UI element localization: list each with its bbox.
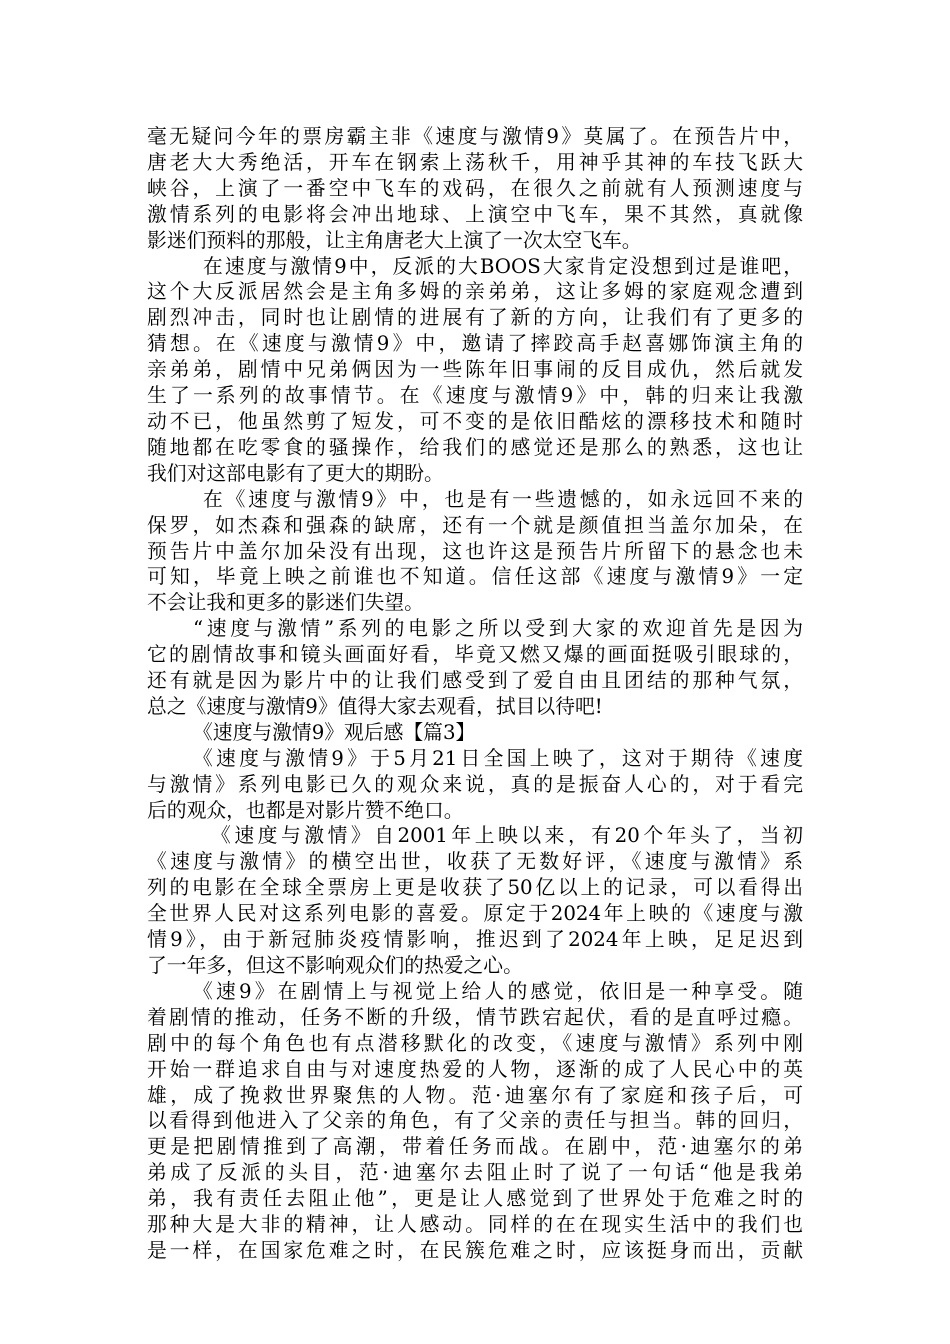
text-line: 生了一系列的故事情节。在《速度与激情9》中，韩的归来让我激	[147, 384, 803, 408]
text-line: 保罗，如杰森和强森的缺席，还有一个就是颜值担当盖尔加朵，在	[147, 513, 803, 537]
text-line: 《速度与激情9》于5月21日全国上映了，这对于期待《速度	[193, 746, 803, 770]
paragraph-villain	[147, 254, 803, 487]
text-line: “速度与激情”系列的电影之所以受到大家的欢迎首先是因为	[193, 617, 803, 641]
text-line: 后的观众，也都是对影片赞不绝口。	[147, 798, 464, 822]
text-line: 这个大反派居然会是主角多姆的亲弟弟，这让多姆的家庭观念遭到	[147, 280, 803, 304]
text-line: 峡谷，上演了一番空中飞车的戏码，在很久之前就有人预测速度与	[147, 176, 803, 200]
text-line: 了一年多，但这不影响观众们的热爱之心。	[147, 954, 523, 977]
text-line: 在《速度与激情9》中，也是有一些遗憾的，如永远回不来的	[203, 487, 803, 511]
text-line: 剧中的每个角色也有点潜移默化的改变，《速度与激情》系列中刚	[147, 1031, 803, 1055]
text-line: 剧烈冲击，同时也让剧情的进展有了新的方向，让我们有了更多的	[147, 306, 803, 330]
text-line: 总之《速度与激情9》值得大家去观看，拭目以待吧!	[147, 694, 603, 718]
text-line: 在速度与激情9中，反派的大BOOS大家肯定没想到过是谁吧，	[203, 254, 803, 278]
text-line: 更是把剧情推到了高潮，带着任务而战。在剧中，范·迪塞尔的弟	[147, 1135, 803, 1159]
text-line: 亲弟弟，剧情中兄弟俩因为一些陈年旧事闹的反目成仇，然后就发	[147, 358, 803, 382]
text-line: 可知，毕竟上映之前谁也不知道。信任这部《速度与激情9》一定	[147, 565, 803, 589]
text-line: 随地都在吃零食的骚操作，给我们的感觉还是那么的熟悉，这也让	[147, 435, 803, 459]
text-line: 情9》，由于新冠肺炎疫情影响，推迟到了2024年上映，足足迟到	[147, 928, 803, 952]
text-line: 着剧情的推动，任务不断的升级，情节跌宕起伏，看的是直呼过瘾。	[147, 1005, 803, 1029]
text-line: 那种大是大非的精神，让人感动。同样的在在现实生活中的我们也	[147, 1213, 803, 1237]
text-line: 列的电影在全球全票房上更是收获了50亿以上的记录，可以看得出	[147, 876, 803, 900]
text-line: 《速度与激情》自2001年上映以来，有20个年头了，当初	[211, 824, 803, 848]
paragraph-popularity	[147, 616, 803, 720]
paragraph-regrets	[147, 487, 803, 617]
text-line: 弟，我有责任去阻止他”，更是让人感觉到了世界处于危难之时的	[147, 1187, 803, 1211]
text-line: 唐老大大秀绝活，开车在钢索上荡秋千，用神乎其神的车技飞跃大	[147, 150, 803, 174]
paragraph-review	[147, 979, 803, 1264]
text-line: 还有就是因为影片中的让我们感受到了爱自由且团结的那种气氛，	[147, 669, 803, 693]
paragraph-intro	[147, 124, 803, 254]
paragraph-history	[147, 823, 803, 978]
text-line: 《速度与激情》的横空出世，收获了无数好评，《速度与激情》系	[147, 850, 803, 874]
text-line: 《速9》在剧情上与视觉上给人的感觉，依旧是一种享受。随	[193, 979, 803, 1003]
text-line: 激情系列的电影将会冲出地球、上演空中飞车，果不其然，真就像	[147, 202, 803, 226]
text-line: 以看得到他进入了父亲的角色，有了父亲的责任与担当。韩的回归，	[147, 1109, 803, 1133]
text-line: 毫无疑问今年的票房霸主非《速度与激情9》莫属了。在预告片中，	[147, 125, 803, 148]
text-line: 开始一群追求自由与对速度热爱的人物，逐渐的成了人民心中的英	[147, 1057, 803, 1081]
text-line: 与激情》系列电影已久的观众来说，真的是振奋人心的，对于看完	[147, 772, 803, 796]
text-line: 弟成了反派的头目，范·迪塞尔去阻止时了说了一句话“他是我弟	[147, 1161, 803, 1185]
section-heading	[147, 720, 803, 746]
text-line: 它的剧情故事和镜头画面好看，毕竟又燃又爆的画面挺吸引眼球的，	[147, 643, 803, 667]
document-body	[147, 124, 803, 1264]
text-line: 影迷们预料的那般，让主角唐老大上演了一次太空飞车。	[147, 228, 642, 252]
paragraph-release	[147, 746, 803, 824]
text-line: 预告片中盖尔加朵没有出现，这也许这是预告片所留下的悬念也未	[147, 539, 803, 563]
text-line: 是一样，在国家危难之时，在民簇危难之时，应该挺身而出，贡献	[147, 1238, 803, 1262]
text-line: 动不已，他虽然剪了短发，可不变的是依旧酷炫的漂移技术和随时	[147, 409, 803, 433]
text-line: 全世界人民对这系列电影的喜爱。原定于2024年上映的《速度与激	[147, 902, 803, 926]
text-line: 不会让我和更多的影迷们失望。	[147, 591, 424, 615]
section-title: 《速度与激情9》观后感【篇3】	[193, 720, 476, 744]
text-line: 猜想。在《速度与激情9》中，邀请了摔跤高手赵喜娜饰演主角的	[147, 332, 803, 356]
text-line: 我们对这部电影有了更大的期盼。	[147, 461, 444, 485]
text-line: 雄，成了挽救世界聚焦的人物。范·迪塞尔有了家庭和孩子后，可	[147, 1083, 803, 1107]
